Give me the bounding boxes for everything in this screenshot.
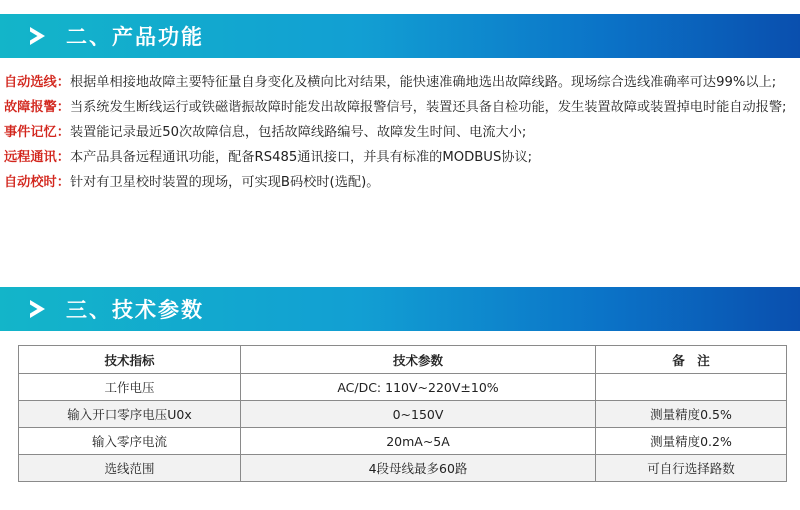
table-cell [596, 374, 787, 401]
feature-text: 当系统发生断线运行或铁磁谐振故障时能发出故障报警信号，装置还具备自检功能，发生装置故障或装置掉电时能自动报警; [69, 100, 787, 115]
table-cell: 20mA~5A [241, 428, 596, 455]
feature-text: 本产品具备远程通讯功能，配备RS485通讯接口，并具有标准的MODBUS协议; [69, 150, 533, 165]
feature-item [4, 70, 796, 95]
table-cell: 测量精度0.5% [596, 401, 787, 428]
table-cell: 4段母线最多60路 [241, 455, 596, 482]
section-title: 二、产品功能 [66, 25, 204, 49]
feature-label: 远程通讯： [4, 150, 70, 165]
section-banner-product-functions [0, 14, 800, 58]
table-header-row [19, 346, 787, 374]
feature-label: 自动校时： [4, 175, 70, 190]
table-cell: 0~150V [241, 401, 596, 428]
feature-label: 自动选线： [4, 75, 70, 90]
table-cell: 测量精度0.2% [596, 428, 787, 455]
feature-item [4, 120, 796, 145]
table-row [19, 401, 787, 428]
header-cell: 技术指标 [19, 346, 241, 374]
feature-label: 事件记忆： [4, 125, 70, 140]
feature-text: 装置能记录最近50次故障信息，包括故障线路编号、故障发生时间、电流大小; [69, 125, 527, 140]
header-cell: 备 注 [596, 346, 787, 374]
table-row [19, 455, 787, 482]
table-cell: 输入零序电流 [19, 428, 241, 455]
spec-table [18, 345, 787, 482]
chevron-right-icon [26, 298, 48, 320]
table-cell: AC/DC: 110V~220V±10% [241, 374, 596, 401]
table-row [19, 428, 787, 455]
feature-label: 故障报警： [4, 100, 70, 115]
table-cell: 可自行选择路数 [596, 455, 787, 482]
feature-item [4, 170, 796, 195]
table-cell: 工作电压 [19, 374, 241, 401]
table-cell: 选线范围 [19, 455, 241, 482]
feature-item [4, 95, 796, 120]
section-title: 三、技术参数 [66, 298, 204, 322]
feature-item [4, 145, 796, 170]
table-row [19, 374, 787, 401]
chevron-right-icon [26, 25, 48, 47]
header-cell: 技术参数 [241, 346, 596, 374]
feature-list [4, 70, 796, 195]
feature-text: 根据单相接地故障主要特征量自身变化及横向比对结果，能快速准确地选出故障线路。现场综合选线准确率可达99%以上; [69, 75, 777, 90]
table-cell: 输入开口零序电压U0x [19, 401, 241, 428]
section-banner-technical-parameters [0, 287, 800, 331]
feature-text: 针对有卫星校时装置的现场，可实现B码校时(选配)。 [69, 175, 380, 190]
